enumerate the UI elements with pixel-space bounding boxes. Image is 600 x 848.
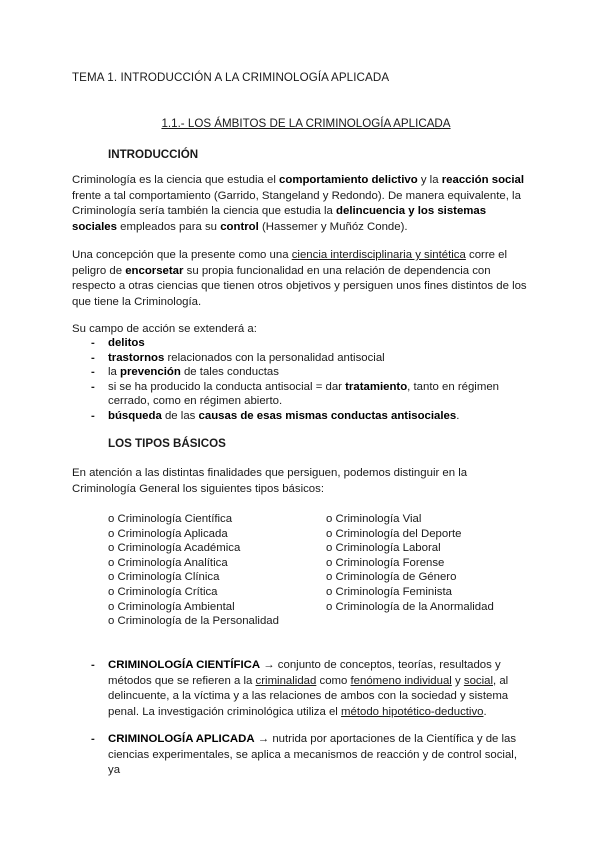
definition-applied: - CRIMINOLOGÍA APLICADA → nutrida por aportaciones de la Científica y de las ciencias experimentales, se aplica a mecanismos de reacción y de control social, ya bbox=[91, 733, 517, 777]
type-item: o Criminología del Deporte bbox=[326, 527, 462, 540]
definition-scientific: - CRIMINOLOGÍA CIENTÍFICA → conjunto de conceptos, teorías, resultados y métodos que se refieren a la criminalidad como fenómeno individual y social, al delincuente, a la víctima y a las relaciones de ambos con la sociedad y sistema penal. La investigación criminológica utiliza el método hipotético-deductivo. bbox=[91, 659, 509, 718]
type-item: o Criminología Analítica bbox=[108, 556, 228, 569]
type-item: o Criminología Laboral bbox=[326, 542, 441, 555]
type-item: o Criminología Científica bbox=[108, 513, 233, 525]
type-item: o Criminología Ambiental bbox=[108, 600, 235, 613]
type-item: o Criminología Forense bbox=[326, 556, 445, 569]
type-item: o Criminología Vial bbox=[326, 513, 422, 525]
type-item: o Criminología Académica bbox=[108, 542, 241, 555]
type-item: o Criminología de la Personalidad bbox=[108, 615, 279, 628]
scope-intro: Su campo de acción se extenderá a: bbox=[72, 323, 257, 335]
types-heading: LOS TIPOS BÁSICOS bbox=[108, 437, 226, 450]
intro-heading: INTRODUCCIÓN bbox=[108, 148, 199, 161]
types-list-right bbox=[326, 512, 494, 614]
type-item: o Criminología de Género bbox=[326, 571, 457, 584]
types-list-left bbox=[108, 512, 279, 629]
scope-list bbox=[91, 336, 531, 424]
type-item: o Criminología Feminista bbox=[326, 585, 452, 598]
type-item: o Criminología de la Anormalidad bbox=[326, 600, 494, 613]
list-item: - la prevención de tales conductas bbox=[91, 366, 279, 379]
types-intro: En atención a las distintas finalidades que persiguen, podemos distinguir en la Criminología General los siguientes tipos básicos: bbox=[72, 467, 468, 495]
intro-paragraph-1: Criminología es la ciencia que estudia el comportamiento delictivo y la reacción social frente a tal comportamiento (Garrido, Stangeland y Redondo). De manera equivalente, la Criminología sería también la ciencia que estudia la delincuencia y los sistemas sociales empleados para su control (Hassemer y Muñóz Conde). bbox=[72, 174, 525, 233]
intro-paragraph-2: Una concepción que la presente como una ciencia interdisciplinaria y sintética corre el peligro de encorsetar su propia funcionalidad en una relación de dependencia con respecto a otras ciencias que tienen otros objetivos y persiguen unos fines distintos de los que tiene la Criminología. bbox=[72, 249, 527, 308]
list-item: - delitos bbox=[91, 337, 145, 349]
list-item: - trastornos relacionados con la personalidad antisocial bbox=[91, 351, 385, 364]
list-item: - si se ha producido la conducta antisocial = dar tratamiento, tanto en régimen cerrado, como en régimen abierto. bbox=[91, 380, 499, 408]
document-title: TEMA 1. INTRODUCCIÓN A LA CRIMINOLOGÍA APLICADA bbox=[72, 71, 390, 84]
type-item: o Criminología Clínica bbox=[108, 571, 220, 584]
type-item: o Criminología Aplicada bbox=[108, 527, 228, 540]
list-item: - búsqueda de las causas de esas mismas conductas antisociales. bbox=[91, 409, 460, 422]
section-title: 1.1.- LOS ÁMBITOS DE LA CRIMINOLOGÍA APLICADA bbox=[161, 117, 451, 130]
type-item: o Criminología Crítica bbox=[108, 585, 218, 598]
